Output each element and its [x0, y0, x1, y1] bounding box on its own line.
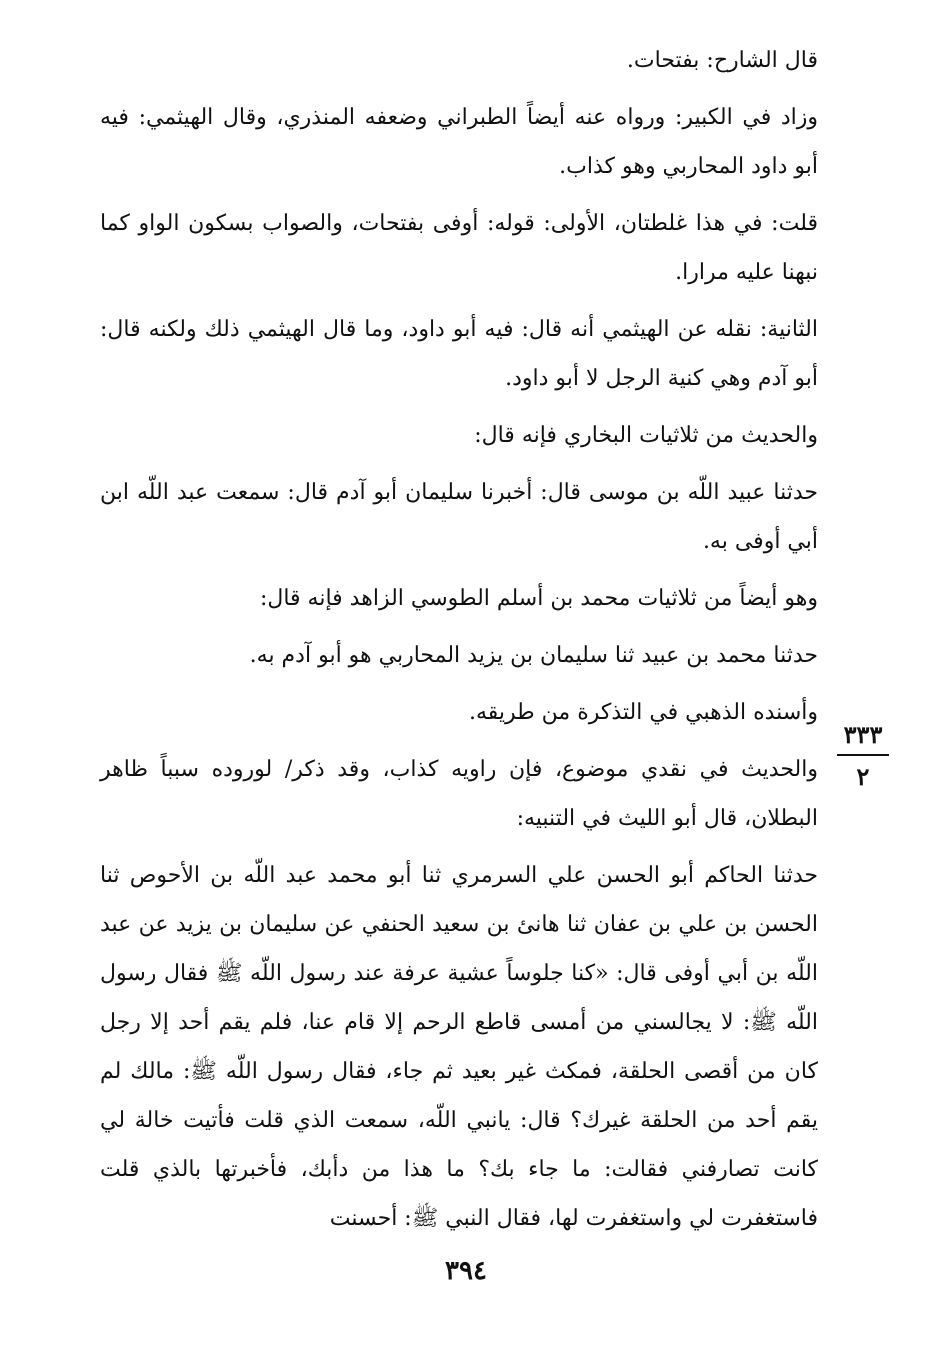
margin-reference-divider	[837, 754, 889, 756]
paragraph-sharih-quote: قال الشارح: بفتحات.	[626, 48, 818, 73]
paragraph-bukhari-thulathiyyat: والحديث من ثلاثيات البخاري فإنه قال:	[474, 423, 818, 448]
paragraph-second-error: الثانية: نقله عن الهيثمي أنه قال: فيه أبو داود، وما قال الهيثمي ذلك ولكنه قال: أبو آدم وهي كنية الرجل لا أبو داود.	[100, 317, 818, 391]
paragraph-kabir-addition: وزاد في الكبير: ورواه عنه أيضاً الطبراني وضعفه المنذري، وقال الهيثمي: فيه أبو داود المحاربي وهو كذاب.	[100, 105, 818, 179]
page-number: ٣٩٤	[445, 1256, 487, 1286]
margin-reference-number: ٣٣٣	[843, 720, 883, 749]
main-text-block	[100, 36, 818, 1243]
paragraph-fabricated-verdict: والحديث في نقدي موضوع، فإن راويه كذاب، وقد ذكر/ لوروده سبباً ظاهر البطلان، قال أبو الليث في التنبيه:	[100, 757, 818, 831]
paragraph-tusi-isnad: حدثنا محمد بن عبيد ثنا سليمان بن يزيد المحاربي هو أبو آدم به.	[249, 643, 818, 668]
paragraph-dhahabi: وأسنده الذهبي في التذكرة من طريقه.	[468, 700, 818, 725]
paragraph-two-errors: قلت: في هذا غلطتان، الأولى: قوله: أوفى بفتحات، والصواب بسكون الواو كما نبهنا عليه مرارا.	[100, 211, 818, 285]
paragraph-tusi-thulathiyyat: وهو أيضاً من ثلاثيات محمد بن أسلم الطوسي الزاهد فإنه قال:	[259, 586, 818, 611]
margin-reference-part: ٢	[856, 762, 870, 791]
paragraph-bukhari-isnad: حدثنا عبيد اللّه بن موسى قال: أخبرنا سليمان أبو آدم قال: سمعت عبد اللّه ابن أبي أوفى به.	[100, 480, 818, 554]
margin-page-reference	[822, 720, 904, 792]
paragraph-hadith-narration: حدثنا الحاكم أبو الحسن علي السرمري ثنا أبو محمد عبد اللّه بن الأحوص ثنا الحسن بن علي بن عفان ثنا هانئ بن سعيد الحنفي عن سليمان بن يزيد عن عبد اللّه بن أبي أوفى قال: «كنا جلوساً عشية عرفة عند رسول اللّه ﷺ فقال رسول اللّه ﷺ: لا يجالسني من أمسى قاطع الرحم إلا قام عنا، فلم يقم أحد إلا رجل كان من أقصى الحلقة، فمكث غير بعيد ثم جاء، فقال رسول اللّه ﷺ: مالك لم يقم أحد من الحلقة غيرك؟ قال: يانبي اللّه، سمعت الذي قلت فأتيت خالة لي كانت تصارفني فقالت: ما جاء بك؟ ما هذا من دأبك، فأخبرتها بالذي قلت فاستغفرت لي واستغفرت لها، فقال النبي ﷺ: أحسنت	[100, 863, 818, 1231]
